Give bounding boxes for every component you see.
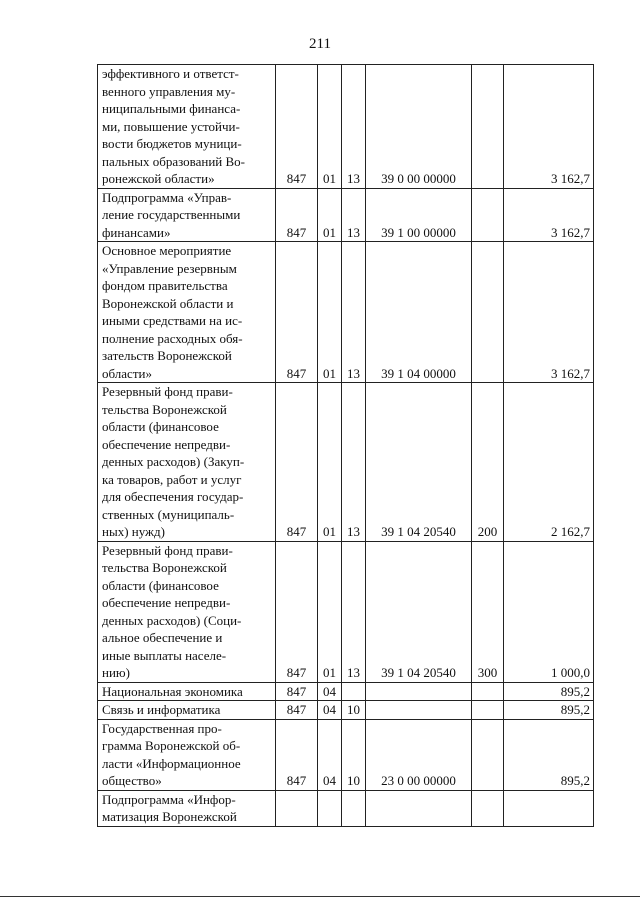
row-name-cell: Резервный фонд прави- тельства Воронежской области (финансовое обеспечение непредви- денных расходов) (Соци- альное обеспечение и иные выплаты населе- нию) bbox=[98, 541, 276, 682]
table-row bbox=[98, 701, 594, 720]
budget-table bbox=[97, 64, 594, 827]
target-article-cell: 39 1 04 20540 bbox=[366, 541, 472, 682]
row-name-cell: Государственная про- грамма Воронежской об- ласти «Информационное общество» bbox=[98, 719, 276, 790]
row-name-cell: Основное мероприятие «Управление резервным фондом правительства Воронежской области и иными средствами на ис- полнение расходных обя- зательств Воронежской области» bbox=[98, 242, 276, 383]
amount-cell: 3 162,7 bbox=[504, 242, 594, 383]
table-row bbox=[98, 188, 594, 242]
target-article-cell: 39 1 00 00000 bbox=[366, 188, 472, 242]
expense-type-cell: 200 bbox=[472, 383, 504, 542]
row-name-cell: Подпрограмма «Управ- ление государственными финансами» bbox=[98, 188, 276, 242]
expense-type-cell bbox=[472, 242, 504, 383]
subsection-code-cell: 10 bbox=[342, 719, 366, 790]
section-code-cell: 04 bbox=[318, 719, 342, 790]
section-code-cell: 01 bbox=[318, 383, 342, 542]
budget-table-body bbox=[98, 65, 594, 827]
subsection-code-cell: 13 bbox=[342, 188, 366, 242]
section-code-cell: 04 bbox=[318, 682, 342, 701]
bottom-rule bbox=[0, 896, 640, 897]
admin-code-cell: 847 bbox=[276, 541, 318, 682]
target-article-cell bbox=[366, 682, 472, 701]
target-article-cell bbox=[366, 790, 472, 826]
table-row bbox=[98, 242, 594, 383]
table-row bbox=[98, 65, 594, 189]
subsection-code-cell: 13 bbox=[342, 383, 366, 542]
amount-cell: 895,2 bbox=[504, 719, 594, 790]
target-article-cell: 39 1 04 20540 bbox=[366, 383, 472, 542]
section-code-cell: 01 bbox=[318, 188, 342, 242]
subsection-code-cell: 13 bbox=[342, 242, 366, 383]
row-name-cell: Резервный фонд прави- тельства Воронежской области (финансовое обеспечение непредви- денных расходов) (Закуп- ка товаров, работ и услуг для обеспечения государ- ственных (муниципаль- ных) нужд) bbox=[98, 383, 276, 542]
table-row bbox=[98, 719, 594, 790]
admin-code-cell: 847 bbox=[276, 701, 318, 720]
table-row bbox=[98, 541, 594, 682]
expense-type-cell bbox=[472, 701, 504, 720]
expense-type-cell bbox=[472, 682, 504, 701]
target-article-cell: 39 1 04 00000 bbox=[366, 242, 472, 383]
subsection-code-cell bbox=[342, 790, 366, 826]
row-name-cell: Подпрограмма «Инфор- матизация Воронежской bbox=[98, 790, 276, 826]
expense-type-cell bbox=[472, 65, 504, 189]
section-code-cell: 01 bbox=[318, 65, 342, 189]
amount-cell: 1 000,0 bbox=[504, 541, 594, 682]
page-number: 211 bbox=[309, 36, 331, 52]
target-article-cell: 23 0 00 00000 bbox=[366, 719, 472, 790]
subsection-code-cell: 13 bbox=[342, 65, 366, 189]
amount-cell: 2 162,7 bbox=[504, 383, 594, 542]
expense-type-cell bbox=[472, 790, 504, 826]
amount-cell: 895,2 bbox=[504, 682, 594, 701]
admin-code-cell: 847 bbox=[276, 242, 318, 383]
row-name-cell: эффективного и ответст- венного управления му- ниципальными финанса- ми, повышение устойчи- вости бюджетов муници- пальных образований Во- ронежской области» bbox=[98, 65, 276, 189]
table-row bbox=[98, 682, 594, 701]
expense-type-cell: 300 bbox=[472, 541, 504, 682]
section-code-cell bbox=[318, 790, 342, 826]
admin-code-cell: 847 bbox=[276, 188, 318, 242]
amount-cell: 3 162,7 bbox=[504, 65, 594, 189]
expense-type-cell bbox=[472, 188, 504, 242]
expense-type-cell bbox=[472, 719, 504, 790]
table-row bbox=[98, 383, 594, 542]
row-name-cell: Национальная экономика bbox=[98, 682, 276, 701]
section-code-cell: 01 bbox=[318, 242, 342, 383]
amount-cell: 3 162,7 bbox=[504, 188, 594, 242]
section-code-cell: 04 bbox=[318, 701, 342, 720]
amount-cell bbox=[504, 790, 594, 826]
row-name-cell: Связь и информатика bbox=[98, 701, 276, 720]
section-code-cell: 01 bbox=[318, 541, 342, 682]
admin-code-cell: 847 bbox=[276, 719, 318, 790]
subsection-code-cell: 10 bbox=[342, 701, 366, 720]
subsection-code-cell: 13 bbox=[342, 541, 366, 682]
admin-code-cell: 847 bbox=[276, 682, 318, 701]
admin-code-cell: 847 bbox=[276, 383, 318, 542]
admin-code-cell: 847 bbox=[276, 65, 318, 189]
target-article-cell: 39 0 00 00000 bbox=[366, 65, 472, 189]
subsection-code-cell bbox=[342, 682, 366, 701]
target-article-cell bbox=[366, 701, 472, 720]
table-row bbox=[98, 790, 594, 826]
amount-cell: 895,2 bbox=[504, 701, 594, 720]
admin-code-cell bbox=[276, 790, 318, 826]
